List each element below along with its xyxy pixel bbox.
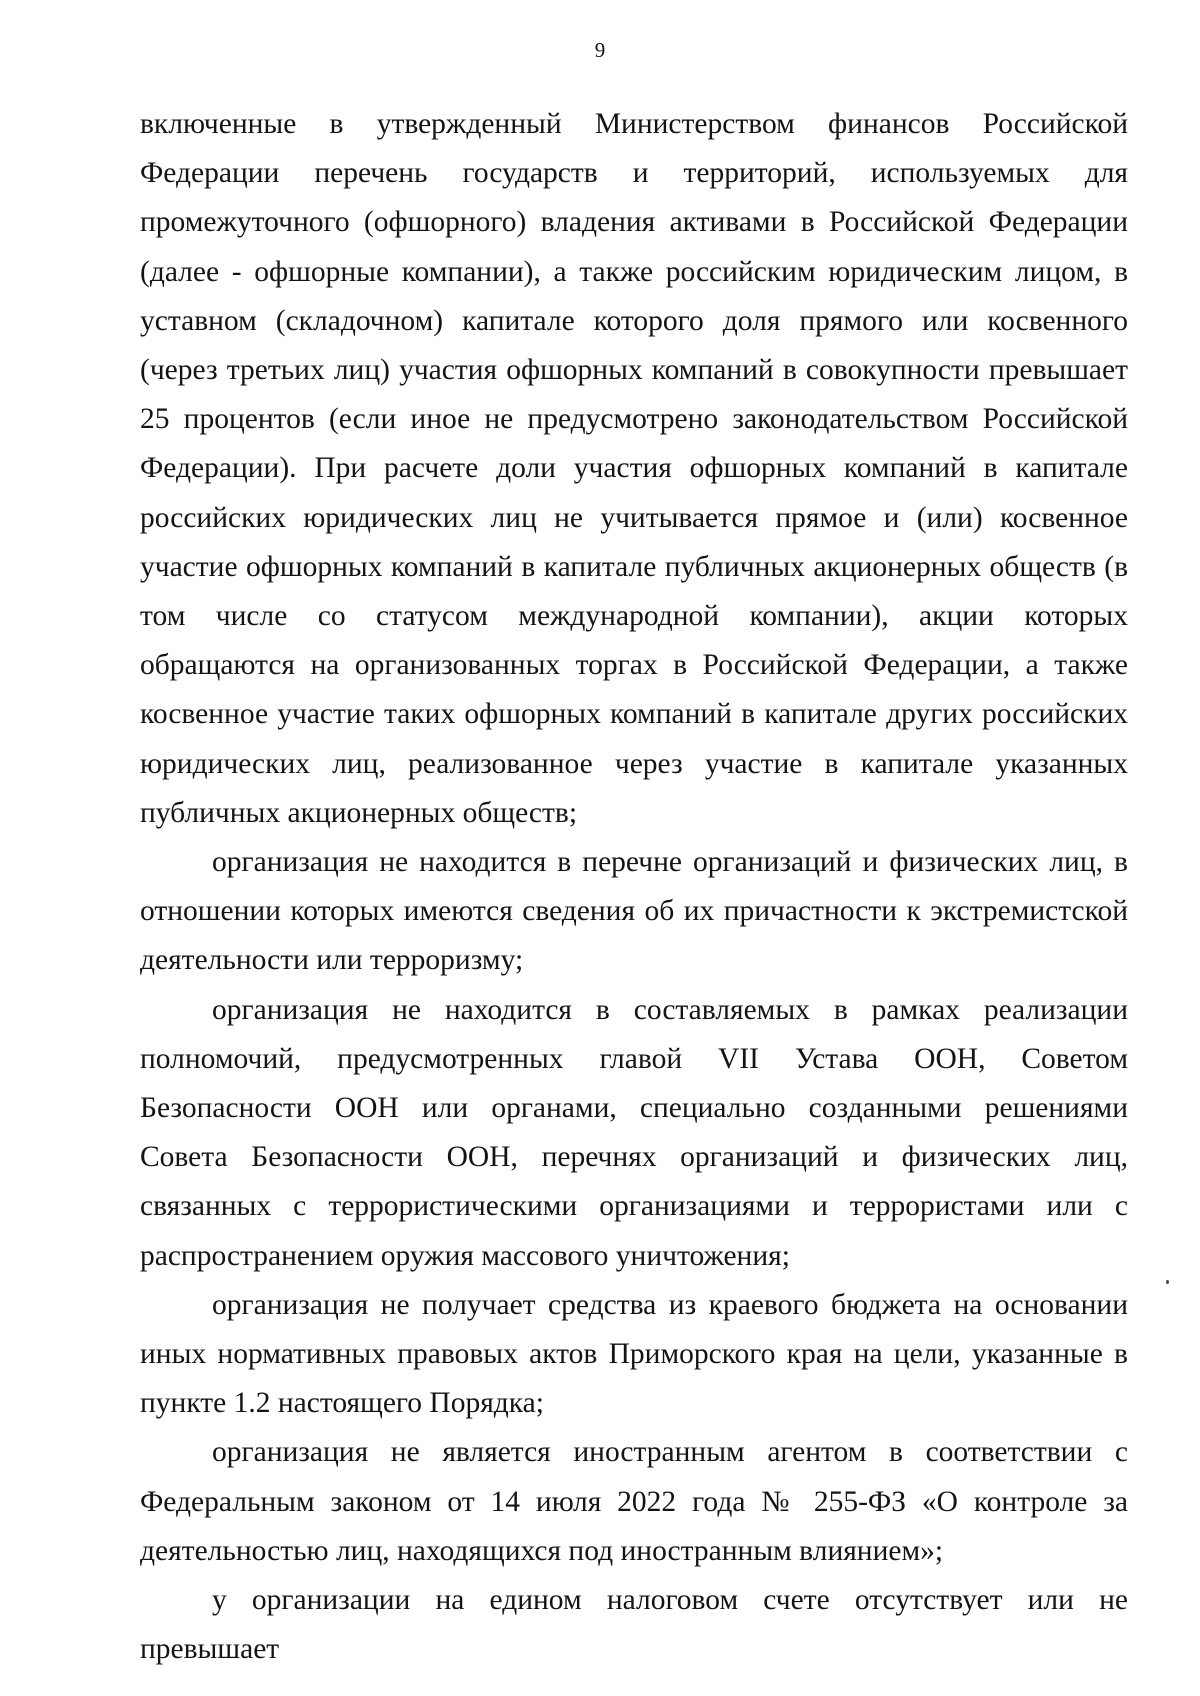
paragraph-un-sanctions-list: организация не находится в составляемых в рамках реализации полномочий, предусмотренных главой VII Устава ООН, Советом Безопасности ООН или органами, специально созданными решениями Совета Безопасности ООН, перечнях организаций и физических лиц, связанных с террористическими организациями и террористами или с распространением оружия массового уничтожения; <box>140 993 1128 1272</box>
paragraph-offshore-companies: включенные в утвержденный Министерством финансов Российской Федерации перечень государств и территорий, используемых для промежуточного (офшорного) владения активами в Российской Федерации (далее - офшорные компании), а также российским юридическим лицом, в уставном (складочном) капитале которого доля прямого или косвенного (через третьих лиц) участия офшорных компаний в совокупности превышает 25 процентов (если иное не предусмотрено законодательством Российской Федерации). При расчете доли участия офшорных компаний в капитале российских юридических лиц не учитывается прямое и (или) косвенное участие офшорных компаний в капитале публичных акционерных обществ (в том числе со статусом международной компании), акции которых обращаются на организованных торгах в Российской Федерации, а также косвенное участие таких офшорных компаний в капитале других российских юридических лиц, реализованное через участие в капитале указанных публичных акционерных обществ; <box>140 108 1128 829</box>
paragraph-foreign-agent: организация не является иностранным агентом в соответствии с Федеральным законом от 14 июля 2022 года № 255-ФЗ «О контроле за деятельностью лиц, находящихся под иностранным влиянием»; <box>140 1436 1128 1567</box>
paragraph-regional-budget: организация не получает средства из краевого бюджета на основании иных нормативных правовых актов Приморского края на цели, указанные в пункте 1.2 настоящего Порядка; <box>140 1288 1128 1420</box>
document-body <box>140 100 1128 1675</box>
paragraph-extremism-list: организация не находится в перечне организаций и физических лиц, в отношении которых имеются сведения об их причастности к экстремистской деятельности или терроризму; <box>140 846 1128 977</box>
scan-speck <box>1166 1280 1169 1284</box>
page-number: 9 <box>594 38 606 62</box>
paragraph-tax-account: у организации на едином налоговом счете отсутствует или не превышает <box>140 1584 1128 1666</box>
